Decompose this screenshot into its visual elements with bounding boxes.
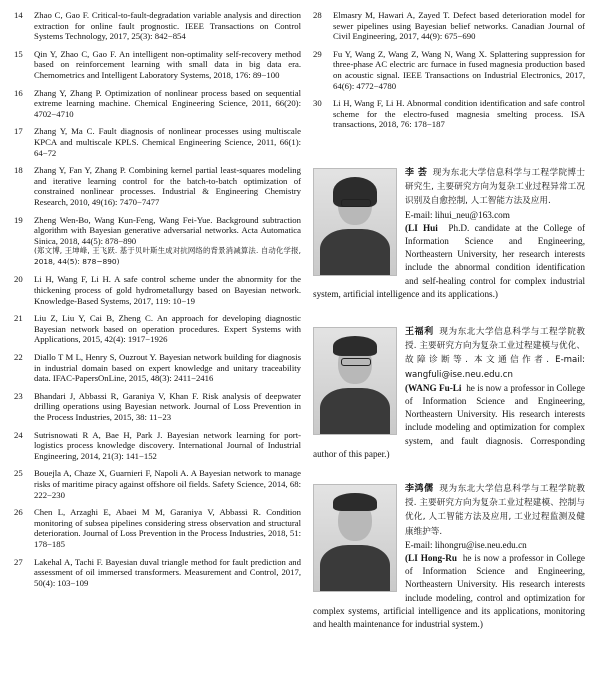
reference-text: Li H, Wang F, Li H. A safe control scheme under the abnormity for the thickening process of gold hydrometallurgy based on Bayesian network. Knowledge-Based Systems, 2017, 119: 10−19 — [34, 274, 301, 306]
author-bio-en: Ph.D. candidate at the College of Information Science and Engineering, Northeastern University, her research interests include the abnormal condition identification and self-healing control for complex industrial system, artificial intelligence and its applications.) — [313, 222, 586, 299]
reference-chinese-text: (郑文博, 王坤峰, 王飞跃. 基于贝叶斯生成对抗网络的背景消减算法. 自动化学报, 2018, 44(5): 878−890) — [34, 246, 301, 266]
author-bio-cn: 现为东北大学信息科学与工程学院博士研究生, 主要研究方向为复杂工业过程异常工况识别及自愈控制, 人工智能方法及应用. — [405, 168, 585, 207]
reference-text: Bhandari J, Abbassi R, Garaniya V, Khan F. Risk analysis of deepwater drilling operations using Bayesian network. Journal of Loss Prevention in the Process Industries, 2015, 38: 11−23 — [34, 390, 301, 422]
reference-number: 26 — [14, 507, 23, 518]
reference-number: 30 — [313, 98, 322, 109]
reference-16 — [14, 88, 301, 120]
reference-27 — [14, 557, 301, 589]
author-bio-li-hong-ru — [313, 482, 585, 631]
author-bio-cn: 现为东北大学信息科学与工程学院教授. 主要研究方向为复杂工业过程建模与优化、故障诊断等. 本文通信作者. E-mail: wangfuli@ise.neu.edu.cn — [405, 327, 585, 380]
reference-number: 14 — [14, 10, 23, 20]
author-photo — [313, 327, 397, 435]
author-email: E-mail: lihongru@ise.neu.edu.cn — [405, 539, 527, 550]
reference-29 — [313, 49, 585, 91]
author-name-en: (WANG Fu-Li — [405, 382, 462, 393]
reference-text: Sutrisnowati R A, Bae H, Park J. Bayesian network learning for port-logistics process knowledge discovery. International Journal of Industrial Engineering, 2014, 21(3): 141−152 — [34, 429, 301, 461]
reference-17 — [14, 126, 301, 158]
reference-23 — [14, 391, 301, 423]
references-left-column — [14, 10, 301, 595]
reference-26 — [14, 507, 301, 549]
reference-text: Qin Y, Zhao C, Gao F. An intelligent non-optimality self-recovery method based on reinforcement learning with small data in big data era. Chemometrics and Intelligent Laboratory Systems, 2018, 176: 89−100 — [34, 48, 301, 80]
reference-28 — [313, 10, 585, 42]
reference-30 — [313, 98, 585, 130]
reference-text: Zheng Wen-Bo, Wang Kun-Feng, Wang Fei-Yue. Background subtraction algorithm with Bayesian generative adversarial networks. Acta Automatica Sinica, 2018, 44(5): 878−890 — [34, 214, 301, 246]
author-bio-cn: 现为东北大学信息科学与工程学院教授. 主要研究方向为复杂工业过程建模、控制与优化, 人工智能方法及应用, 工业过程监测及健康维护等. — [405, 484, 585, 537]
reference-text: Elmasry M, Hawari A, Zayed T. Defect based deterioration model for sewer pipelines using Bayesian belief networks. Canadian Journal of Civil Engineering, 2017, 44(9): 675−690 — [333, 10, 585, 42]
author-name-cn: 李 荟 — [405, 168, 428, 178]
reference-25 — [14, 468, 301, 500]
reference-number: 27 — [14, 556, 23, 567]
author-bio-wang-fu-li — [313, 325, 585, 461]
reference-number: 25 — [14, 468, 23, 479]
author-photo — [313, 484, 397, 592]
reference-number: 16 — [14, 87, 23, 98]
reference-number: 15 — [14, 48, 23, 59]
reference-number: 24 — [14, 429, 23, 440]
reference-number: 20 — [14, 274, 23, 285]
reference-number: 21 — [14, 313, 23, 324]
reference-text: Chen L, Arzaghi E, Abaei M M, Garaniya V, Abbassi R. Condition monitoring of subsea pipelines considering stress observation and structural deterioration. Journal of Loss Prevention in the Process Industries, 2018, 51: 178−185 — [34, 507, 301, 549]
author-name-en: (LI Hui — [405, 222, 438, 233]
reference-number: 18 — [14, 165, 23, 176]
reference-18 — [14, 165, 301, 207]
reference-text: Fu Y, Wang Z, Wang Z, Wang N, Wang X. Splattering suppression for three-phase AC electric arc furnace in fused magnesia production based on acoustic signal. IEEE Transactions on Industrial Electronics, 2017, 64(6): 4772−4780 — [333, 48, 585, 91]
reference-number: 22 — [14, 352, 23, 363]
reference-text: Diallo T M L, Henry S, Ouzrout Y. Bayesian network building for diagnosis in industrial domain based on expert knowledge and unitary traceability data. IFAC-PapersOnLine, 2015, 48(3): 2411−2416 — [34, 352, 301, 384]
reference-24 — [14, 430, 301, 462]
reference-text: Li H, Wang F, Li H. Abnormal condition identification and safe control scheme for the electro-fused magnesia smelting process. ISA transactions, 2018, 76: 178−187 — [333, 98, 585, 130]
author-email: E-mail: lihui_neu@163.com — [405, 209, 510, 220]
reference-number: 17 — [14, 126, 23, 137]
reference-text: Lakehal A, Tachi F. Bayesian duval triangle method for fault prediction and assessment of oil immersed transformers. Measurement and Control, 2017, 50(4): 103−109 — [34, 556, 301, 588]
reference-text: Bouejla A, Chaze X, Guarnieri F, Napoli A. A Bayesian network to manage risks of maritime piracy against offshore oil fields. Safety Science, 2014, 68: 222−230 — [34, 468, 301, 500]
reference-text: Liu Z, Liu Y, Cai B, Zheng C. An approach for developing diagnostic Bayesian network based on operation procedures. Expert Systems with Applications, 2015, 42(4): 1917−1926 — [34, 313, 301, 345]
reference-text: Zhao C, Gao F. Critical-to-fault-degradation variable analysis and direction extraction for online fault prognostic. IEEE Transactions on Control Systems Technology, 2017, 25(3): 842−854 — [34, 10, 301, 42]
author-name-cn: 王福利 — [405, 327, 434, 337]
author-name-en: (LI Hong-Ru — [405, 553, 457, 564]
reference-number: 19 — [14, 214, 23, 225]
reference-number: 28 — [313, 10, 322, 20]
author-bio-en: he is now a professor in College of Information Science and Engineering, Northeastern University. His research interests include modeling and optimization for complex system, and fault diagnosis. Corresponding author of this paper.) — [313, 382, 585, 459]
reference-20 — [14, 274, 301, 306]
reference-text: Zhang Y, Fan Y, Zhang P. Combining kernel partial least-squares modeling and iterative learning control for the batch-to-batch optimization of constrained nonlinear processes. Industrial & Engineering Chemistry Research, 2010, 49(16): 7470−7477 — [34, 165, 301, 207]
author-name-cn: 李鸿儒 — [405, 484, 434, 494]
reference-number: 23 — [14, 390, 23, 401]
author-bio-li-hui — [313, 166, 585, 301]
reference-19 — [14, 215, 301, 268]
author-photo — [313, 168, 397, 276]
author-bio-en: he is now a professor in College of Information Science and Engineering, Northeastern University. His research interests include modeling, control and optimization for complex systems, artificial intelligence and its applications, monitoring and health maintenance for industrial system.) — [313, 553, 585, 630]
reference-text: Zhang Y, Zhang P. Optimization of nonlinear process based on sequential extreme learning machine. Chemical Engineering Science, 2011, 66(20): 4702−4710 — [34, 87, 301, 119]
reference-14 — [14, 10, 301, 42]
reference-number: 29 — [313, 48, 322, 59]
reference-21 — [14, 313, 301, 345]
reference-text: Zhang Y, Ma C. Fault diagnosis of nonlinear processes using multiscale KPCA and multiscale KPLS. Chemical Engineering Science, 2011, 66(1): 64−72 — [34, 126, 301, 158]
references-right-column — [313, 10, 585, 137]
reference-22 — [14, 352, 301, 384]
reference-15 — [14, 49, 301, 81]
